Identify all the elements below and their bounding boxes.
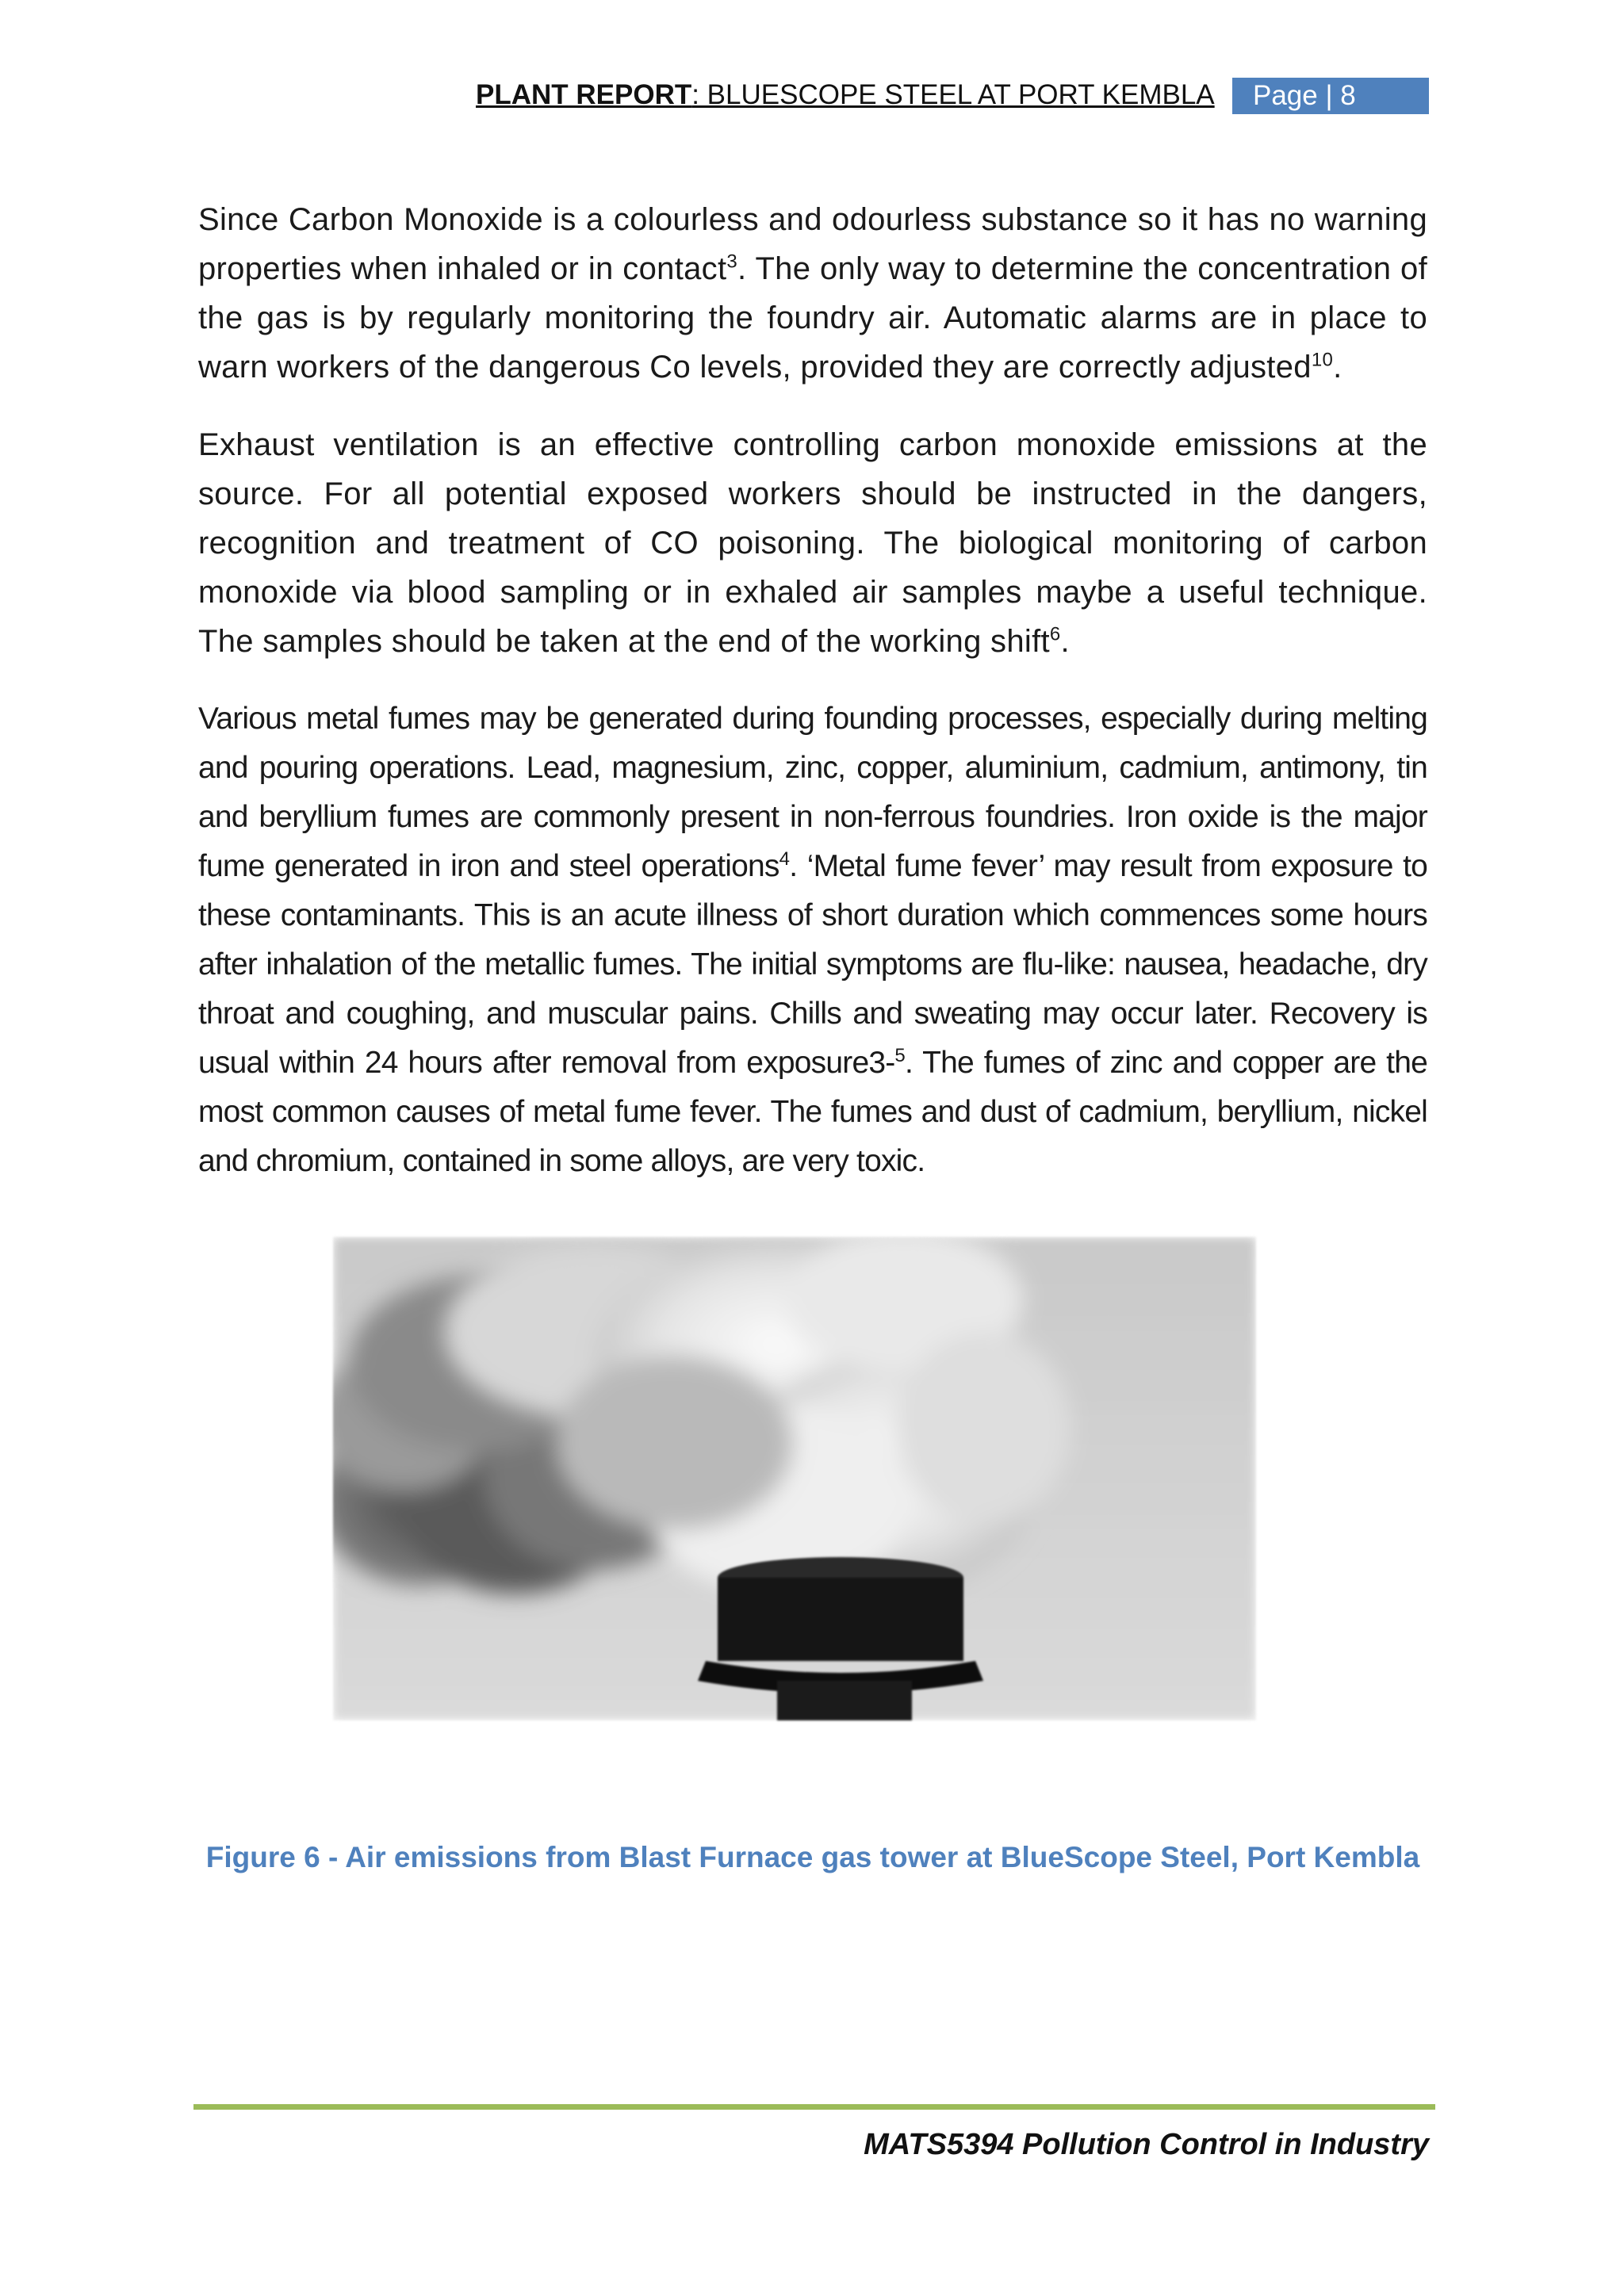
paragraph-text-segment: . The only way to determine the concentration of the gas is by regularly monitoring the foundry air. Automatic alarms are in place to warn workers of the dangerous Co levels, provided they are correctly adjusted: [198, 251, 1427, 385]
paragraph-text-segment: . ‘Metal fume fever’ may result from exposure to these contaminants. This is an acute illness of short duration which commences some hours after inhalation of the metallic fumes. The initial symptoms are flu-like: nausea, headache, dry throat and coughing, and muscular pains. Chills and sweating may occur later. Recovery is usual within 24 hours after removal from exposure3-: [198, 849, 1427, 1080]
paragraph-exhaust-ventilation: [198, 420, 1427, 666]
paragraph-carbon-monoxide: [198, 195, 1427, 392]
page-number-badge: Page | 8: [1232, 78, 1429, 114]
header-title: [476, 79, 1215, 111]
figure-caption: Figure 6 - Air emissions from Blast Furnace gas tower at BlueScope Steel, Port Kembla: [205, 1841, 1420, 1873]
citation-superscript: 3: [726, 251, 738, 273]
citation-superscript: 4: [779, 848, 790, 870]
paragraph-text-segment: Exhaust ventilation is an effective controlling carbon monoxide emissions at the source. For all potential exposed workers should be instructed in the dangers, recognition and treatment of CO poisoning. The biological monitoring of carbon monoxide via blood sampling or in exhaled air samples maybe a useful technique. The samples should be taken at the end of the working shift: [198, 427, 1427, 659]
paragraph-text-segment: Various metal fumes may be generated during founding processes, especially during melting and pouring operations. Lead, magnesium, zinc, copper, aluminium, cadmium, antimony, tin and beryllium fumes are commonly present in non-ferrous foundries. Iron oxide is the major fume generated in iron and steel operations: [198, 702, 1427, 883]
citation-superscript: 5: [894, 1045, 905, 1066]
paragraph-metal-fumes: [198, 695, 1427, 1186]
paragraph-text-segment: .: [1060, 624, 1070, 659]
footer-course-title: MATS5394 Pollution Control in Industry: [864, 2128, 1429, 2161]
citation-superscript: 6: [1049, 623, 1061, 645]
page-header: [198, 75, 1429, 117]
paragraph-text-segment: .: [1333, 350, 1342, 385]
body-text: [198, 195, 1427, 1215]
figure-image-smokestack: [333, 1237, 1256, 1720]
paragraph-text-segment: . The fumes of zinc and copper are the most common causes of metal fume fever. The fumes and dust of cadmium, beryllium, nickel and chromium, contained in some alloys, are very toxic.: [198, 1046, 1427, 1178]
paragraph-text-segment: Since Carbon Monoxide is a colourless and odourless substance so it has no warning properties when inhaled or in contact: [198, 202, 1427, 286]
citation-superscript: 10: [1311, 349, 1334, 371]
header-title-rest: : BLUESCOPE STEEL AT PORT KEMBLA: [691, 79, 1215, 110]
header-title-bold: PLANT REPORT: [476, 79, 692, 110]
footer-divider: [193, 2104, 1435, 2110]
